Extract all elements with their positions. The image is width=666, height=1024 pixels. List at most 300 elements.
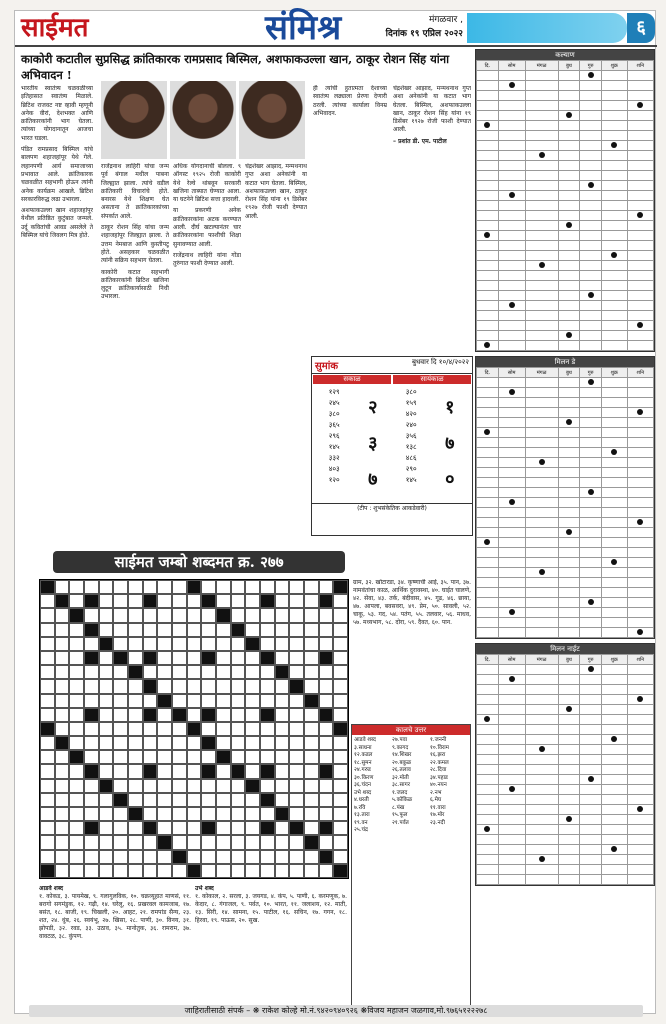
paragraph: अशफाकउल्ला खान शहाजहांपूर येथील प्रतिष्ठित कुटुंबात जन्मले. उर्दू कवितांची आवड असलेले ते बिस्मिल यांचे जिवलग मित्र होते.	[21, 207, 93, 240]
crossword-cell	[231, 637, 246, 651]
table-cell	[580, 518, 602, 528]
crossword-cell	[40, 835, 55, 849]
crossword-cell	[289, 623, 304, 637]
table-row	[477, 478, 654, 488]
crossword-cell	[216, 821, 231, 835]
crossword-cell	[275, 637, 290, 651]
answer-item: ११.वारा	[430, 804, 446, 811]
table-cell	[477, 478, 499, 488]
table-header: शुक्र	[601, 61, 627, 71]
crossword-cell	[319, 651, 334, 665]
paragraph: ठाकूर रोशन सिंह यांचा जन्म शहाजहांपूर जिल्ह्यात झाला. ते उत्तम नेमबाज आणि कुस्तीपटू होते. असहकार चळवळीत त्यांनी सक्रिय सहभाग घेतला.	[101, 224, 169, 265]
down-clues	[195, 885, 347, 1003]
table-row	[477, 795, 654, 805]
answer-item: २५.चंद्र	[354, 827, 368, 833]
table-cell	[477, 131, 499, 141]
crossword-cell	[275, 850, 290, 864]
table-cell	[477, 201, 499, 211]
table-row	[477, 695, 654, 705]
crossword-cell	[275, 580, 290, 594]
crossword-cell	[187, 637, 202, 651]
crossword-cell	[128, 651, 143, 665]
article-column-1	[21, 85, 93, 541]
crossword-cell	[99, 835, 114, 849]
crossword-cell	[40, 764, 55, 778]
answer-item: ३६.चंदन	[354, 782, 371, 788]
table-cell	[558, 291, 580, 301]
table-row	[477, 815, 654, 825]
answers-grid	[352, 735, 470, 837]
kalyan-title: कल्याण	[476, 50, 654, 60]
table-cell	[498, 301, 525, 311]
table-cell	[498, 321, 525, 331]
crossword-cell	[55, 623, 70, 637]
table-cell	[601, 735, 627, 745]
page-number: ६	[627, 13, 655, 43]
crossword-cell	[99, 821, 114, 835]
table-row	[477, 121, 654, 131]
milan-night-title: मिलन नाईट	[476, 644, 654, 654]
table-cell	[627, 291, 653, 301]
crossword-cell	[84, 864, 99, 878]
table-row	[477, 181, 654, 191]
table-cell	[601, 628, 627, 638]
table-cell	[601, 438, 627, 448]
crossword-cell	[128, 821, 143, 835]
table-cell	[627, 628, 653, 638]
table-row	[477, 211, 654, 221]
crossword-cell	[172, 594, 187, 608]
table-cell	[498, 488, 525, 498]
table-cell	[498, 508, 525, 518]
table-cell	[558, 608, 580, 618]
crossword-cell	[319, 722, 334, 736]
table-cell	[477, 865, 499, 875]
table-row	[477, 528, 654, 538]
crossword-cell	[187, 708, 202, 722]
table-cell	[498, 458, 525, 468]
number: ४२०	[405, 410, 417, 418]
crossword-cell	[201, 679, 216, 693]
crossword-cell	[143, 722, 158, 736]
table-cell	[525, 568, 558, 578]
crossword-cell	[275, 594, 290, 608]
big-number: २	[368, 397, 378, 418]
crossword-cell	[55, 722, 70, 736]
crossword-cell	[84, 821, 99, 835]
crossword-cell	[113, 736, 128, 750]
table-cell	[498, 795, 525, 805]
table-cell	[525, 161, 558, 171]
table-cell	[525, 211, 558, 221]
table-cell	[558, 765, 580, 775]
table-cell	[525, 598, 558, 608]
table-cell	[627, 618, 653, 628]
answer-item: १३.तारा	[354, 812, 370, 818]
down-label: उभे शब्द	[195, 885, 214, 892]
table-cell	[601, 815, 627, 825]
dot-marker	[611, 142, 617, 148]
table-cell	[525, 538, 558, 548]
sumank-title: सुमांक	[315, 361, 339, 372]
milan-day-table	[476, 367, 654, 638]
table-cell	[525, 835, 558, 845]
table-cell	[498, 705, 525, 715]
crossword-cell	[187, 764, 202, 778]
table-row	[477, 311, 654, 321]
table-cell	[525, 508, 558, 518]
table-row	[477, 161, 654, 171]
crossword-cell	[245, 764, 260, 778]
table-cell	[525, 558, 558, 568]
table-cell	[498, 815, 525, 825]
crossword-cell	[245, 594, 260, 608]
crossword-cell	[216, 850, 231, 864]
crossword-cell	[55, 821, 70, 835]
table-cell	[558, 321, 580, 331]
dot-marker	[611, 252, 617, 258]
table-cell	[580, 111, 602, 121]
table-cell	[498, 311, 525, 321]
table-cell	[498, 548, 525, 558]
crossword-cell	[333, 736, 348, 750]
crossword-cell	[304, 623, 319, 637]
table-row	[477, 765, 654, 775]
crossword-cell	[172, 608, 187, 622]
table-cell	[627, 755, 653, 765]
table-row	[477, 171, 654, 181]
crossword-cell	[99, 864, 114, 878]
table-cell	[558, 181, 580, 191]
table-cell	[525, 528, 558, 538]
table-cell	[498, 171, 525, 181]
crossword-cell	[84, 764, 99, 778]
table-cell	[498, 855, 525, 865]
table-cell	[558, 558, 580, 568]
table-cell	[525, 438, 558, 448]
table-cell	[580, 121, 602, 131]
table-cell	[477, 251, 499, 261]
table-cell	[627, 398, 653, 408]
table-cell	[498, 71, 525, 81]
table-row	[477, 81, 654, 91]
table-cell	[627, 795, 653, 805]
table-row	[477, 508, 654, 518]
crossword-cell	[245, 864, 260, 878]
table-cell	[498, 845, 525, 855]
number: २४०	[405, 421, 417, 429]
table-cell	[558, 468, 580, 478]
table-cell	[558, 311, 580, 321]
table-row	[477, 875, 654, 885]
table-cell	[580, 181, 602, 191]
answer-item: २८.दिवा	[430, 767, 447, 773]
crossword-cell	[157, 779, 172, 793]
table-cell	[580, 685, 602, 695]
table-cell	[627, 71, 653, 81]
crossword-cell	[289, 722, 304, 736]
crossword-cell	[172, 708, 187, 722]
sumank-footer: (टीप : शुभसंकेतिक आकडेवारी)	[312, 503, 472, 513]
crossword-cell	[231, 835, 246, 849]
crossword-cell	[275, 736, 290, 750]
crossword-cell	[187, 623, 202, 637]
answer-item: २१.पर्वत	[392, 819, 409, 826]
crossword-cell	[99, 736, 114, 750]
table-cell	[601, 211, 627, 221]
crossword-cell	[333, 637, 348, 651]
table-cell	[477, 795, 499, 805]
table-cell	[601, 418, 627, 428]
table-cell	[558, 665, 580, 675]
crossword-cell	[260, 793, 275, 807]
table-row	[477, 251, 654, 261]
table-cell	[580, 161, 602, 171]
table-cell	[525, 785, 558, 795]
open-label: सकाळ	[313, 375, 391, 384]
crossword-cell	[128, 807, 143, 821]
crossword-cell	[172, 864, 187, 878]
crossword-cell	[216, 608, 231, 622]
table-cell	[477, 221, 499, 231]
table-row	[477, 618, 654, 628]
crossword-cell	[289, 665, 304, 679]
table-cell	[477, 311, 499, 321]
crossword-cell	[187, 821, 202, 835]
crossword-cell	[55, 850, 70, 864]
table-cell	[580, 261, 602, 271]
newspaper-page	[14, 10, 656, 1014]
table-cell	[477, 825, 499, 835]
number: ३३२	[328, 454, 340, 462]
number: ३८०	[405, 388, 417, 396]
answer-item: २३.नदी	[430, 819, 445, 826]
table-cell	[580, 211, 602, 221]
table-cell	[498, 408, 525, 418]
dot-marker	[484, 429, 490, 435]
crossword-cell	[333, 594, 348, 608]
table-cell	[558, 478, 580, 488]
crossword-cell	[40, 623, 55, 637]
dot-marker	[637, 519, 643, 525]
table-cell	[580, 725, 602, 735]
crossword-cell	[216, 764, 231, 778]
table-cell	[477, 775, 499, 785]
table-cell	[525, 81, 558, 91]
table-cell	[601, 805, 627, 815]
table-cell	[558, 398, 580, 408]
crossword-cell	[172, 850, 187, 864]
table-cell	[498, 568, 525, 578]
table-cell	[558, 508, 580, 518]
table-cell	[627, 388, 653, 398]
crossword-cell	[40, 608, 55, 622]
crossword-grid	[39, 579, 349, 879]
table-cell	[580, 705, 602, 715]
table-cell	[627, 271, 653, 281]
crossword-cell	[289, 736, 304, 750]
table-cell	[477, 321, 499, 331]
table-cell	[601, 301, 627, 311]
table-row	[477, 231, 654, 241]
crossword-cell	[55, 580, 70, 594]
crossword-cell	[143, 864, 158, 878]
table-row	[477, 805, 654, 815]
right-clues	[353, 579, 471, 719]
paragraph: राजेंद्रनाथ लाहिरी यांचा जन्म पूर्व बंगाल मधील पाबना जिल्ह्यात झाला. त्यांचे वडील क्रांतिकारी विचारांचे होते. बनारस येथे शिक्षण घेत असताना ते क्रांतिकारकांच्या संपर्कात आले.	[101, 163, 169, 220]
dot-marker	[588, 379, 594, 385]
crossword-cell	[157, 793, 172, 807]
crossword-cell	[128, 594, 143, 608]
table-cell	[477, 121, 499, 131]
crossword-cell	[333, 679, 348, 693]
table-cell	[627, 241, 653, 251]
table-cell	[601, 321, 627, 331]
crossword-cell	[69, 623, 84, 637]
crossword-cell	[231, 665, 246, 679]
table-cell	[498, 151, 525, 161]
table-cell	[601, 568, 627, 578]
table-cell	[498, 341, 525, 351]
crossword-cell	[69, 722, 84, 736]
crossword-cell	[260, 651, 275, 665]
table-cell	[580, 341, 602, 351]
crossword-cell	[333, 580, 348, 594]
dot-marker	[539, 152, 545, 158]
dot-marker	[509, 82, 515, 88]
crossword-cell	[55, 793, 70, 807]
crossword-cell	[84, 594, 99, 608]
crossword-cell	[289, 779, 304, 793]
table-cell	[477, 745, 499, 755]
table-cell	[580, 71, 602, 81]
table-cell	[477, 755, 499, 765]
table-cell	[477, 835, 499, 845]
table-cell	[477, 331, 499, 341]
crossword-cell	[231, 850, 246, 864]
table-row	[477, 291, 654, 301]
table-cell	[525, 578, 558, 588]
table-cell	[477, 428, 499, 438]
table-cell	[477, 101, 499, 111]
table-cell	[477, 161, 499, 171]
table-cell	[558, 331, 580, 341]
table-cell	[525, 608, 558, 618]
table-cell	[525, 408, 558, 418]
table-cell	[477, 578, 499, 588]
table-cell	[601, 281, 627, 291]
crossword-cell	[113, 637, 128, 651]
crossword-cell	[99, 722, 114, 736]
crossword-cell	[289, 835, 304, 849]
dot-marker	[637, 696, 643, 702]
answer-item: १४.शिखर	[392, 752, 412, 758]
crossword-cell	[201, 623, 216, 637]
table-cell	[477, 685, 499, 695]
answer-item: १.जलद	[392, 789, 408, 796]
crossword-cell	[55, 679, 70, 693]
crossword-cell	[99, 651, 114, 665]
crossword-cell	[275, 835, 290, 849]
paragraph: अधिक योगदानाची बोलला. ९ ऑगस्ट १९२५ रोजी काकोरी येथे रेल्वे थांबवून सरकारी खजिना ताब्यात घेण्यात आला. या घटनेने ब्रिटिश सत्ता हादरली.	[173, 163, 241, 204]
table-cell	[558, 448, 580, 458]
crossword-cell	[275, 623, 290, 637]
crossword-cell	[99, 764, 114, 778]
crossword-cell	[201, 651, 216, 665]
table-cell	[601, 845, 627, 855]
table-row	[477, 341, 654, 351]
table-row	[477, 628, 654, 638]
crossword-cell	[69, 580, 84, 594]
crossword-cell	[187, 793, 202, 807]
milan-day-chart	[475, 356, 655, 639]
answer-item: १५.फूल	[392, 812, 408, 818]
crossword-cell	[128, 779, 143, 793]
table-cell	[477, 568, 499, 578]
table-cell	[601, 241, 627, 251]
crossword-cell	[319, 679, 334, 693]
crossword-cell	[113, 708, 128, 722]
crossword-cell	[128, 679, 143, 693]
table-cell	[580, 478, 602, 488]
crossword-cell	[275, 779, 290, 793]
crossword-cell	[260, 864, 275, 878]
table-row	[477, 241, 654, 251]
table-cell	[580, 448, 602, 458]
paragraph: भारतीय स्वातंत्र्य चळवळीच्या इतिहासात स्वातंत्र्य मिळाले. ब्रिटिश राजवट नष्ट व्हावी म्हणूनी अनेक वीरां, देशभक्त आणि क्रांतिकारकांनी भाग घेतला. त्यांच्या योगदानातून आजचा भारत घडला.	[21, 85, 93, 142]
answer-item: ८.पंख	[392, 804, 405, 811]
table-row	[477, 261, 654, 271]
crossword-cell	[289, 850, 304, 864]
dot-marker	[588, 489, 594, 495]
crossword-cell	[172, 623, 187, 637]
table-cell	[477, 388, 499, 398]
dot-marker	[484, 716, 490, 722]
crossword-cell	[69, 736, 84, 750]
crossword-cell	[319, 736, 334, 750]
crossword-cell	[187, 722, 202, 736]
crossword-cell	[84, 651, 99, 665]
table-cell	[498, 685, 525, 695]
crossword-cell	[304, 708, 319, 722]
table-cell	[627, 331, 653, 341]
table-cell	[477, 448, 499, 458]
crossword-cell	[201, 665, 216, 679]
crossword-cell	[260, 679, 275, 693]
table-cell	[498, 775, 525, 785]
table-cell	[601, 665, 627, 675]
answer-item: २६.तलाव	[392, 767, 411, 773]
crossword-cell	[172, 651, 187, 665]
crossword-cell	[260, 594, 275, 608]
table-cell	[601, 705, 627, 715]
crossword-cell	[289, 708, 304, 722]
crossword-cell	[157, 807, 172, 821]
table-cell	[580, 618, 602, 628]
table-cell	[498, 588, 525, 598]
table-cell	[601, 498, 627, 508]
table-cell	[601, 795, 627, 805]
table-cell	[627, 695, 653, 705]
table-cell	[477, 141, 499, 151]
crossword-cell	[157, 623, 172, 637]
table-cell	[627, 231, 653, 241]
crossword-cell	[55, 665, 70, 679]
crossword-cell	[216, 580, 231, 594]
crossword-cell	[187, 736, 202, 750]
table-cell	[580, 171, 602, 181]
answer-item: आडवे शब्द	[354, 737, 376, 743]
